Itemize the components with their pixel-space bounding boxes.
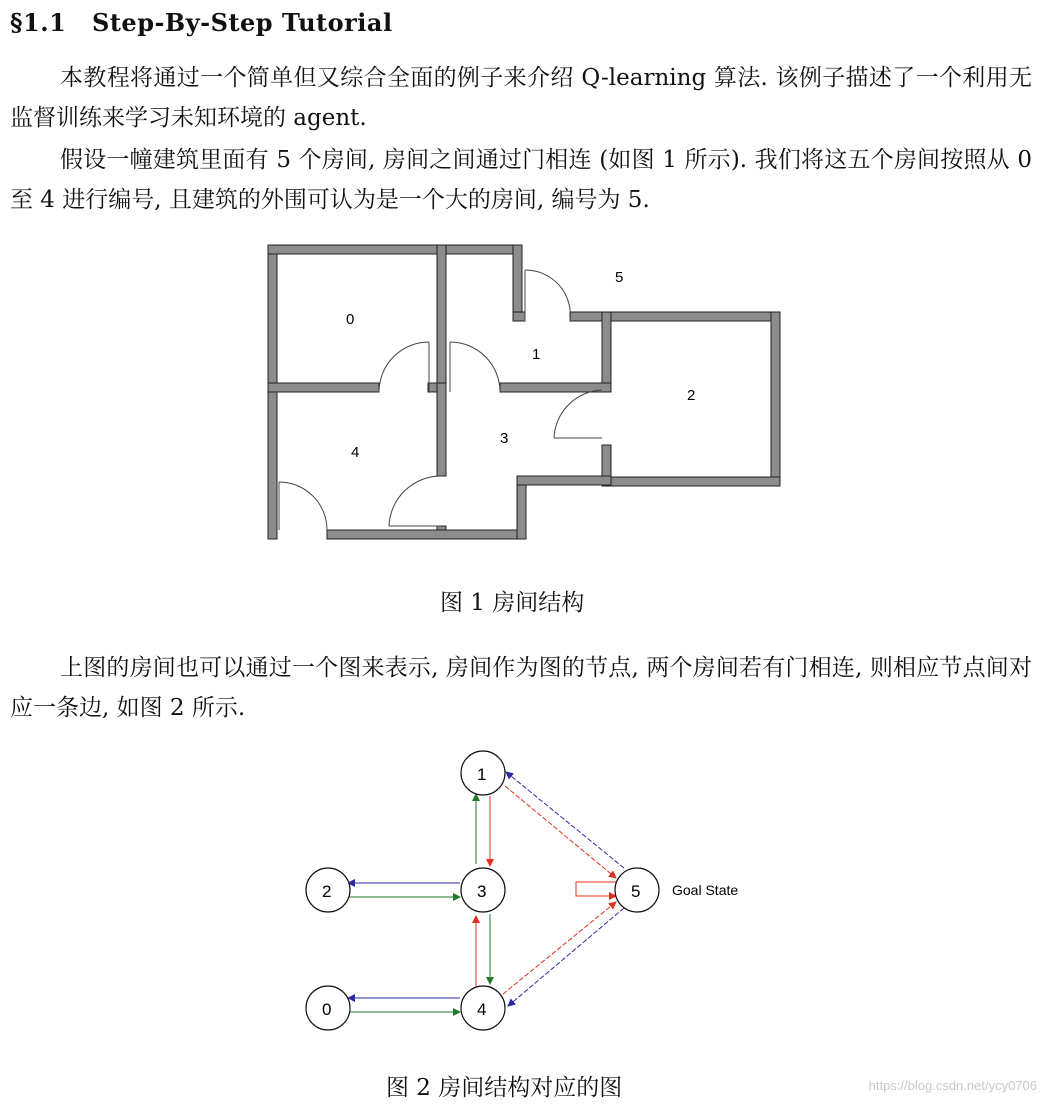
graph-node-5: 5: [631, 882, 641, 901]
room-label-1: 1: [532, 346, 541, 363]
section-number: §1.1: [10, 8, 67, 37]
paragraph-rooms: 假设一幢建筑里面有 5 个房间, 房间之间通过门相连 (如图 1 所示). 我们将这五个房间按照从 0 至 4 进行编号, 且建筑的外围可认为是一个大的房间, 编号为 5.: [10, 147, 1032, 213]
figure1-caption: 图 1 房间结构: [440, 590, 585, 616]
room-label-5: 5: [615, 269, 624, 286]
room-label-4: 4: [351, 444, 360, 461]
graph-node-0: 0: [322, 1000, 332, 1019]
figure2-caption: 图 2 房间结构对应的图: [386, 1075, 623, 1101]
goal-state-label: Goal State: [672, 882, 739, 898]
room-label-0: 0: [346, 311, 355, 328]
graph-node-4: 4: [477, 1000, 487, 1019]
floor-plan-figure: [262, 240, 786, 545]
room-label-2: 2: [687, 387, 696, 404]
watermark: https://blog.csdn.net/ycy0706: [868, 1078, 1037, 1093]
graph-node-1: 1: [477, 765, 487, 784]
section-title: Step-By-Step Tutorial: [92, 8, 393, 37]
paragraph-graph: 上图的房间也可以通过一个图来表示, 房间作为图的节点, 两个房间若有门相连, 则相应节点间对应一条边, 如图 2 所示.: [10, 655, 1032, 721]
graph-node-3: 3: [477, 882, 487, 901]
room-label-3: 3: [500, 430, 509, 447]
room-graph-figure: [300, 742, 760, 1038]
section-heading: [10, 8, 393, 37]
graph-node-2: 2: [322, 882, 332, 901]
paragraph-intro: 本教程将通过一个简单但又综合全面的例子来介绍 Q-learning 算法. 该例子描述了一个利用无监督训练来学习未知环境的 agent.: [10, 65, 1032, 131]
